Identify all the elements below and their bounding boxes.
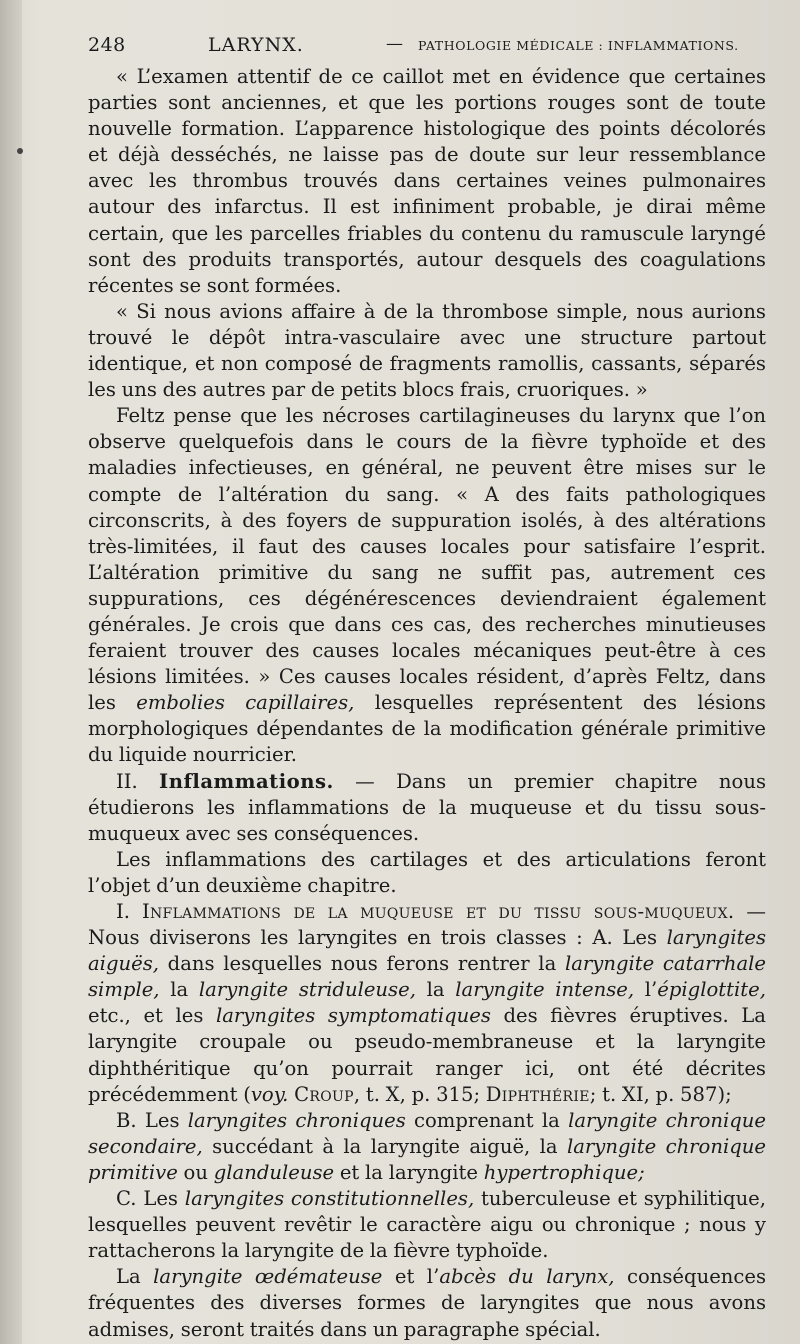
text-run: B. Les bbox=[116, 1108, 188, 1132]
paragraph-inflammations-heading bbox=[88, 769, 766, 847]
running-subtitle: PATHOLOGIE MÉDICALE : INFLAMMATIONS. bbox=[418, 38, 739, 53]
italic-term: laryngite striduleuse, bbox=[198, 978, 416, 1002]
text-run: — Dans un premier chapitre nous étudierons les inflammations de la muqueuse et du tissu sous-muqueux avec ses conséquences. bbox=[88, 769, 766, 845]
text-run: — Nous diviserons les laryngites en trois classes : A. Les bbox=[88, 900, 766, 950]
text-run: l’ bbox=[634, 978, 658, 1002]
section-number: I. bbox=[116, 900, 142, 923]
paragraph-cartilages: Les inflammations des cartilages et des articulations feront l’objet d’un deuxième chapitre. bbox=[88, 847, 766, 897]
text-run: conséquences fréquentes des diverses formes de laryngites que nous avons admises, seront traités dans un paragraphe spécial. bbox=[88, 1265, 767, 1341]
italic-term: laryngites constitutionnelles, bbox=[184, 1187, 475, 1211]
italic-term: laryngite catarrhale simple, bbox=[88, 952, 766, 1002]
paragraph-muqueuse-classes bbox=[88, 899, 766, 1108]
italic-term: laryngites chroniques bbox=[187, 1108, 406, 1132]
paragraph-quote-thrombose: « Si nous avions affaire à de la thrombose simple, nous aurions trouvé le dépôt intra-vasculaire avec une structure partout identique, et non composé de fragments ramollis, cassants, séparés les uns des autres par de petits blocs frais, cruoriques. » bbox=[88, 299, 766, 402]
subsection-heading: Inflammations de la muqueuse et du tissu sous-muqueux. bbox=[141, 900, 735, 923]
page-binding-edge bbox=[0, 0, 22, 1344]
text-run: , t. X, p. 315; bbox=[353, 1082, 486, 1106]
cross-reference: Diphthérie bbox=[485, 1082, 590, 1106]
body-text bbox=[88, 64, 766, 1343]
italic-term: laryngite œdémateuse bbox=[153, 1265, 383, 1289]
italic-term: épiglottite, bbox=[657, 978, 767, 1002]
paragraph-class-b bbox=[88, 1108, 766, 1186]
paragraph-class-c bbox=[88, 1186, 766, 1264]
text-run: ou bbox=[177, 1160, 214, 1184]
italic-term: hypertrophique; bbox=[483, 1160, 645, 1184]
section-heading: Inflammations. bbox=[159, 769, 334, 793]
cross-reference: Croup bbox=[294, 1082, 354, 1106]
text-run: dans lesquelles nous ferons rentrer la bbox=[159, 952, 565, 976]
section-number: II. bbox=[116, 769, 160, 793]
paragraph-oedemateuse bbox=[88, 1264, 766, 1342]
italic-term: glanduleuse bbox=[213, 1160, 335, 1184]
running-header bbox=[88, 34, 768, 60]
text-run: tuberculeuse et syphilitique, lesquelles peuvent revêtir le caractère aigu ou chronique ; nous y rattacherons la laryngite de la fièvre typhoïde. bbox=[88, 1187, 767, 1263]
paragraph-quote-caillot: « L’examen attentif de ce caillot met en évidence que certaines parties sont anciennes, et que les portions rouges sont de toute nouvelle formation. L’apparence histologique des points décolorés et déjà desséchés, ne laisse pas de doute sur leur ressemblance avec les thrombus trouvés dans certaines veines pulmonaires autour des infarctus. Il est infiniment probable, je dirai même certain, que les parcelles friables du contenu du ramuscule laryngé sont des produits transportés, autour desquels des coagulations récentes se sont formées. bbox=[88, 65, 766, 297]
running-title: LARYNX. bbox=[208, 34, 304, 56]
italic-term: abcès du larynx, bbox=[439, 1265, 615, 1289]
text-run: lesquelles représentent des lésions morphologiques dépendantes de la modification générale primitive du liquide nourricier. bbox=[88, 691, 766, 767]
italic-term: laryngites symptomatiques bbox=[215, 1004, 491, 1028]
text-run: la bbox=[415, 978, 456, 1002]
italic-term: voy. bbox=[250, 1082, 289, 1106]
text-run: succédant à la laryngite aiguë, la bbox=[202, 1134, 567, 1158]
paragraph-feltz bbox=[88, 403, 766, 768]
italic-term: laryngite intense, bbox=[455, 978, 635, 1002]
text-run: ; t. XI, p. 587); bbox=[589, 1082, 732, 1106]
page-number: 248 bbox=[88, 34, 126, 56]
text-run: comprenant la bbox=[405, 1108, 569, 1132]
ink-dot bbox=[17, 148, 23, 154]
italic-term: laryngites aiguës, bbox=[88, 926, 766, 976]
text-run: et la laryngite bbox=[334, 1160, 484, 1184]
header-dash: — bbox=[386, 34, 404, 54]
italic-term: embolies capillaires, bbox=[136, 691, 355, 715]
text-run: C. Les bbox=[116, 1187, 185, 1211]
text-run: et l’ bbox=[382, 1265, 440, 1289]
text-run: etc., et les bbox=[88, 1004, 216, 1028]
italic-term: laryngite chronique secondaire, bbox=[88, 1108, 767, 1158]
text-run: Feltz pense que les nécroses cartilagineuses du larynx que l’on observe quelquefois dans le cours de la fièvre typhoïde et des maladies infectieuses, en général, ne peuvent être mises sur le compte de l’altération du sang. « A des faits pathologiques circonscrits, à des foyers de suppuration isolés, à des altérations très-limitées, il faut des causes locales pour satisfaire l’esprit. L’altération primitive du sang ne suffit pas, autrement ces suppurations, ces dégénérescences deviendraient également générales. Je crois que dans ces cas, des recherches minutieuses feraient trouver des causes locales mécaniques peut-être à ces lésions limitées. » Ces causes locales résident, d’après Feltz, dans les bbox=[88, 404, 766, 715]
text-run: La bbox=[116, 1265, 154, 1289]
italic-term: laryngite chronique primitive bbox=[88, 1134, 766, 1184]
text-run: la bbox=[159, 978, 199, 1002]
text-run: des fièvres éruptives. La laryngite croupale ou pseudo-membraneuse et la laryngite diphthéritique qu’on pourrait ranger ici, ont été décrites précédemment ( bbox=[88, 1004, 766, 1106]
